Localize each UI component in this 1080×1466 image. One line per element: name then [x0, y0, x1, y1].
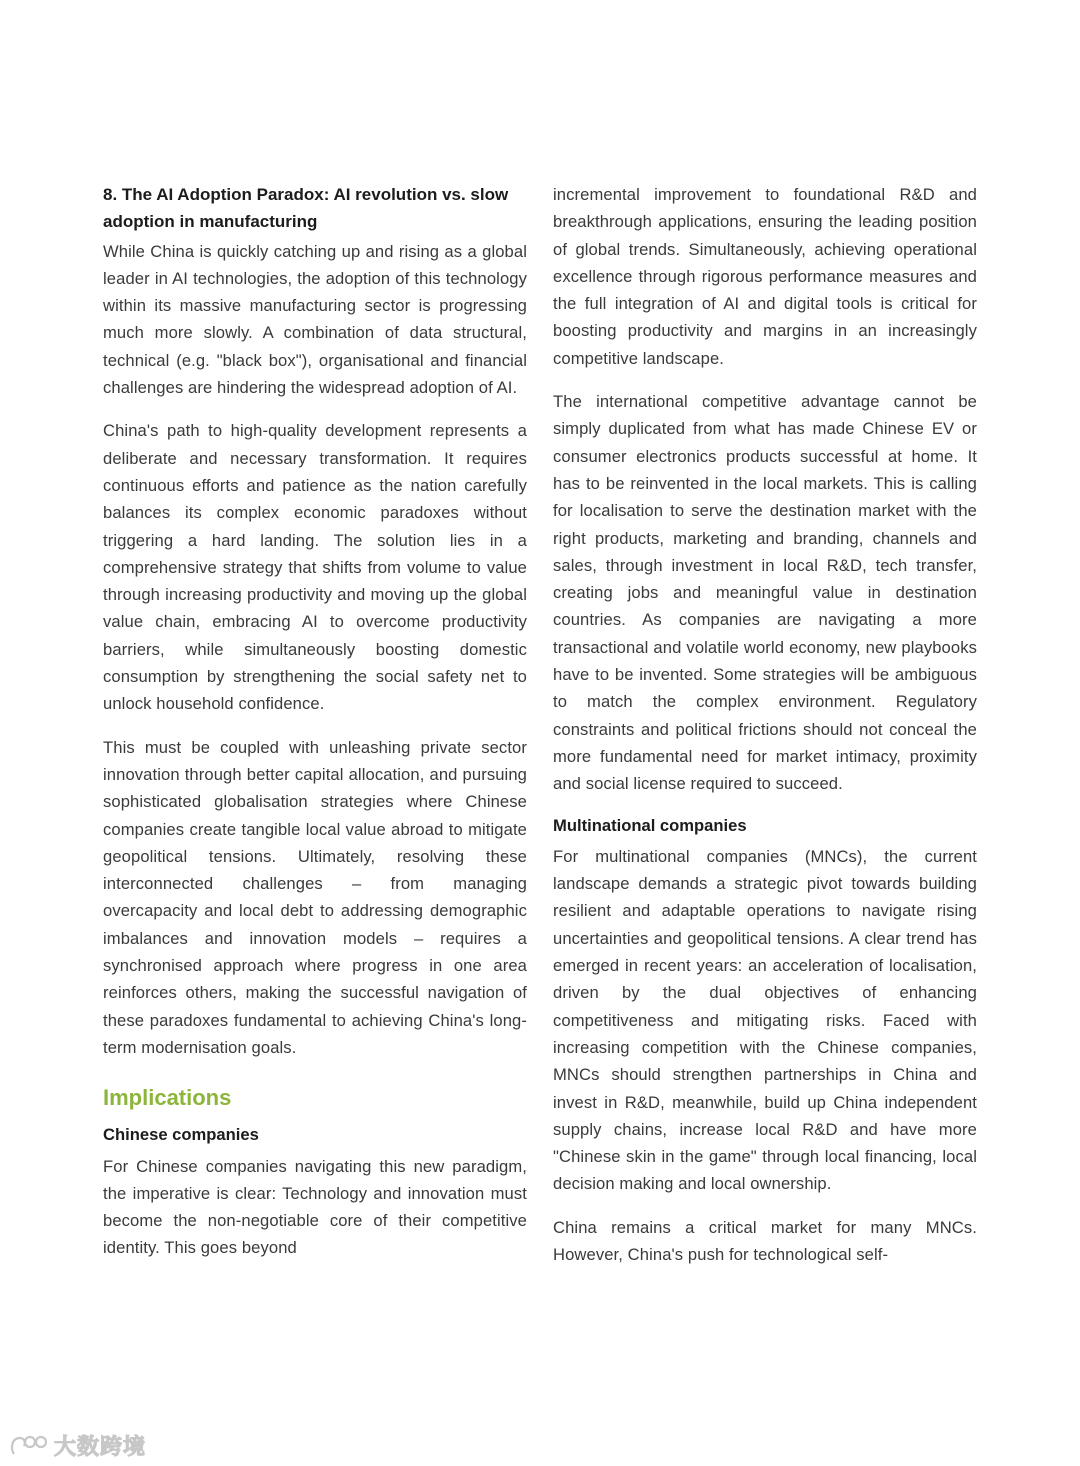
left-column: [103, 181, 527, 1262]
right-column: [553, 181, 977, 1268]
paragraph: While China is quickly catching up and rising as a global leader in AI technologies, the adoption of this technology within its massive manufacturing sector is progressing much more slowly. A combination of data structural, technical (e.g. "black box"), organisational and financial challenges are hindering the widespread adoption of AI.: [103, 241, 527, 398]
section-heading-ai-adoption-paradox: 8. The AI Adoption Paradox: AI revolution vs. slow adoption in manufacturing: [103, 185, 509, 232]
paragraph: China remains a critical market for many MNCs. However, China's push for technological self-: [553, 1217, 977, 1264]
watermark-logo-icon: [8, 1432, 48, 1460]
paragraph: For Chinese companies navigating this new paradigm, the imperative is clear: Technology and innovation must become the non-negotiable core of their competitive identity. This goes beyond: [103, 1156, 527, 1258]
implications-heading: Implications: [103, 1085, 232, 1111]
paragraph: incremental improvement to foundational R&D and breakthrough applications, ensuring the leading position of global trends. Simultaneously, achieving operational excellence through rigorous performance measures and the full integration of AI and digital tools is critical for boosting productivity and margins in an increasingly competitive landscape.: [553, 185, 977, 368]
paragraph: For multinational companies (MNCs), the current landscape demands a strategic pivot towards building resilient and adaptable operations to navigate rising uncertainties and geopolitical tensions. A clear trend has emerged in recent years: an acceleration of localisation, driven by the dual objectives of enhancing competitiveness and mitigating risks. Faced with increasing competition with the Chinese companies, MNCs should strengthen partnerships in China and invest in R&D, meanwhile, build up China independent supply chains, increase local R&D and have more "Chinese skin in the game" through local financing, local decision making and local ownership.: [553, 846, 977, 1194]
watermark-text: 大数跨境: [54, 1435, 147, 1460]
multinational-companies-heading: Multinational companies: [553, 815, 747, 835]
chinese-companies-heading: Chinese companies: [103, 1125, 259, 1145]
paragraph: This must be coupled with unleashing private sector innovation through better capital allocation, and pursuing sophisticated globalisation strategies where Chinese companies create tangible local value abroad to mitigate geopolitical tensions. Ultimately, resolving these interconnected challenges – from managing overcapacity and local debt to addressing demographic imbalances and innovation models – requires a synchronised approach where progress in one area reinforces others, making the successful navigation of these paradoxes fundamental to achieving China's long-term modernisation goals.: [103, 737, 527, 1057]
paragraph: China's path to high-quality development represents a deliberate and necessary transformation. It requires continuous efforts and patience as the nation carefully balances its complex economic paradoxes without triggering a hard landing. The solution lies in a comprehensive strategy that shifts from volume to value through increasing productivity and moving up the global value chain, embracing AI to overcome productivity barriers, while simultaneously boosting domestic consumption by strengthening the social safety net to unlock household confidence.: [103, 421, 527, 714]
watermark: [8, 1430, 146, 1461]
paragraph: The international competitive advantage cannot be simply duplicated from what has made Chinese EV or consumer electronics products successful at home. It has to be reinvented in the local markets. This is calling for localisation to serve the destination market with the right products, marketing and branding, channels and sales, through investment in local R&D, tech transfer, creating jobs and meaningful value in destination countries. As companies are navigating a more transactional and volatile world economy, new playbooks have to be invented. Some strategies will be ambiguous to match the complex environment. Regulatory constraints and political frictions should not conceal the more fundamental need for market intimacy, proximity and social license required to succeed.: [553, 392, 977, 794]
